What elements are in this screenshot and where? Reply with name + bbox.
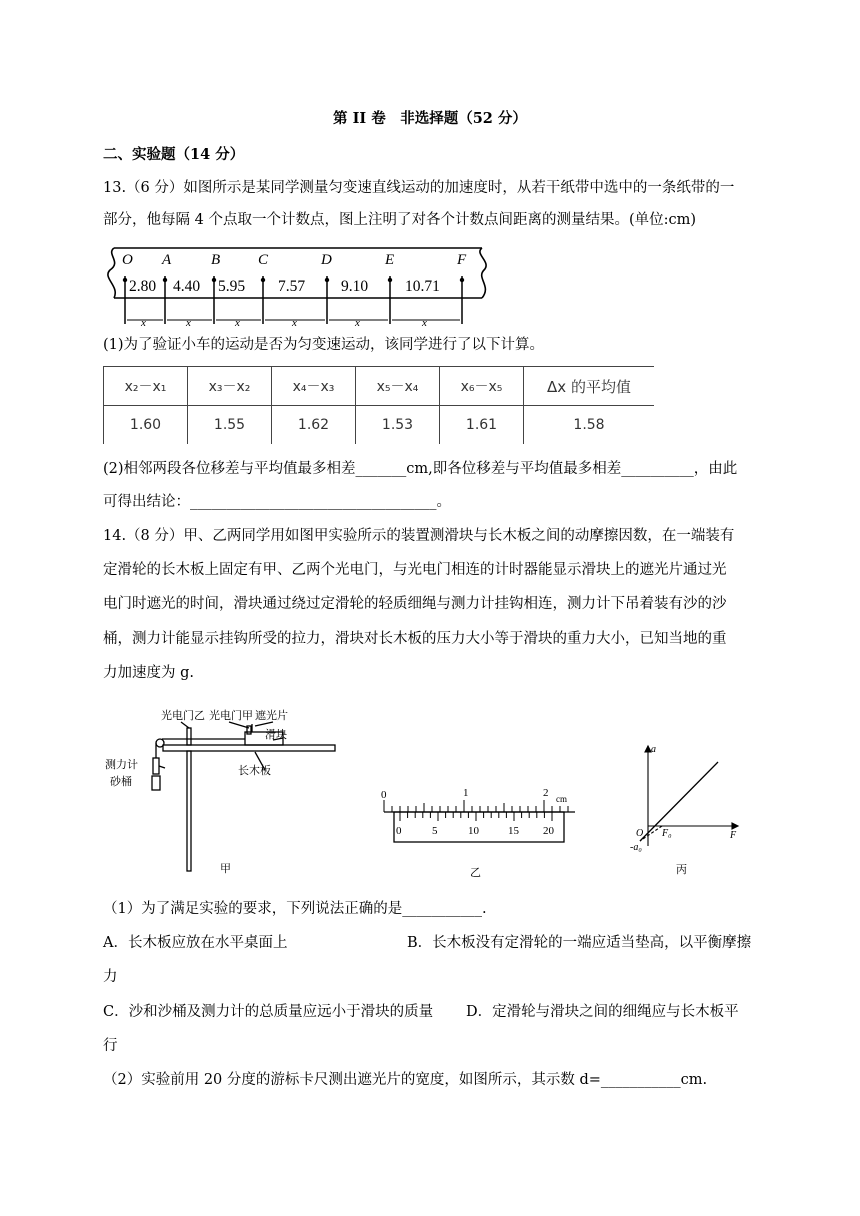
q14-option-d: D．定滑轮与滑块之间的细绳应与长木板平	[466, 1004, 739, 1020]
q13-sub2-line2: 可得出结论：__________________________________。	[103, 494, 451, 510]
label-shade: 遮光片	[255, 710, 288, 722]
tape-distance-3: 5.95	[218, 278, 246, 295]
tape-point-f: F	[457, 252, 467, 268]
q14-option-b-cont: 力	[103, 969, 118, 985]
tape-point-e: E	[385, 252, 395, 268]
tape-seg-x2: x	[186, 317, 191, 326]
table-header-cell: x₄－x₃	[272, 367, 356, 406]
tape-seg-x5: x	[355, 317, 360, 326]
table-header-cell: x₅－x₄	[356, 367, 440, 406]
tape-distance-2: 4.40	[173, 278, 201, 295]
vernier-label-0: 0	[396, 825, 402, 837]
q13-sub2-line1: (2)相邻两段各位移差与平均值最多相差_______cm,即各位移差与平均值最多相差__________，由此	[103, 461, 738, 477]
label-block: 滑块	[265, 729, 287, 741]
table-header-cell: x₆－x₅	[440, 367, 524, 406]
table-cell: 1.61	[440, 406, 524, 445]
q14-stem-line3: 电门时遮光的时间，滑块通过绕过定滑轮的轻质细绳与测力计挂钩相连，测力计下吊着装有沙的沙	[103, 596, 727, 612]
vernier-label-10: 10	[468, 825, 479, 837]
q14-stem-line1: 14.（8 分）甲、乙两同学用如图甲实验所示的装置测滑块与长木板之间的动摩擦因数，在一端装有	[103, 528, 735, 544]
tape-distance-1: 2.80	[129, 278, 157, 295]
graph-x-label: F	[730, 830, 737, 841]
table-header-cell: x₂－x₁	[104, 367, 188, 406]
q13-stem-line1: 13.（6 分）如图所示是某同学测量匀变速直线运动的加速度时，从若干纸带中选中的一条纸带的一	[103, 180, 735, 196]
q14-stem-line4: 桶，测力计能显示挂钩所受的拉力，滑块对长木板的压力大小等于滑块的重力大小，已知当地的重	[103, 631, 727, 647]
fig-bing-caption: 丙	[676, 864, 687, 876]
graph-a0-label: -a₀	[630, 842, 642, 853]
tape-seg-x3: x	[235, 317, 240, 326]
table-row	[104, 406, 655, 445]
apparatus-figure-jia	[105, 700, 345, 880]
label-board: 长木板	[238, 765, 271, 777]
table-header-cell: Δx 的平均值	[524, 367, 655, 406]
tape-point-b: B	[211, 252, 221, 268]
main-scale-unit: cm	[556, 794, 567, 804]
table-cell: 1.60	[104, 406, 188, 445]
main-scale-label-0: 0	[381, 789, 387, 801]
q13-stem-line2: 部分，他每隔 4 个点取一个计数点，图上注明了对各个计数点间距离的测量结果。(单位:cm)	[103, 212, 697, 228]
fig-jia-caption: 甲	[220, 863, 231, 875]
table-header-cell: x₃－x₂	[188, 367, 272, 406]
vernier-label-15: 15	[508, 825, 519, 837]
main-scale-label-1: 1	[463, 787, 469, 799]
fig-yi-caption: 乙	[470, 867, 481, 879]
tape-seg-x4: x	[292, 317, 297, 326]
tape-distance-5: 9.10	[341, 278, 369, 295]
tape-seg-x1: x	[141, 317, 146, 326]
section-title: 第 II 卷 非选择题（52 分）	[333, 110, 527, 127]
q14-option-b: B．长木板没有定滑轮的一端应适当垫高，以平衡摩擦	[407, 935, 752, 951]
main-scale-label-2: 2	[543, 787, 549, 799]
tape-point-d: D	[321, 252, 332, 268]
table-cell: 1.58	[524, 406, 655, 445]
q14-option-a: A．长木板应放在水平桌面上	[103, 935, 288, 951]
graph-f0-label: F₀	[662, 828, 672, 839]
q14-option-c: C．沙和沙桶及测力计的总质量应远小于滑块的质量	[103, 1004, 434, 1020]
label-meter: 测力计	[105, 759, 138, 771]
table-cell: 1.55	[188, 406, 272, 445]
table-cell: 1.62	[272, 406, 356, 445]
q13-sub1: (1)为了验证小车的运动是否为匀变速运动，该同学进行了以下计算。	[103, 337, 545, 353]
table-header-row	[104, 367, 655, 406]
tape-point-c: C	[258, 252, 269, 268]
label-gate-yi: 光电门乙	[161, 710, 205, 722]
table-cell: 1.53	[356, 406, 440, 445]
q14-stem-line5: 力加速度为 g.	[103, 665, 194, 681]
vernier-caliper-figure-yi	[375, 782, 585, 882]
tape-distance-6: 10.71	[405, 278, 440, 295]
a-f-graph-figure-bing	[620, 738, 750, 880]
tape-seg-x6: x	[422, 317, 427, 326]
vernier-label-5: 5	[432, 825, 438, 837]
tape-point-o: O	[122, 252, 133, 268]
vernier-label-20: 20	[543, 825, 554, 837]
q14-sub2: （2）实验前用 20 分度的游标卡尺测出遮光片的宽度，如图所示，其示数 d=___________cm.	[103, 1072, 708, 1088]
tape-point-a: A	[162, 252, 172, 268]
graph-y-label: a	[651, 744, 656, 755]
graph-origin-label: O	[636, 828, 644, 839]
difference-table	[103, 366, 654, 444]
label-bucket: 砂桶	[110, 776, 132, 788]
q14-sub1: （1）为了满足实验的要求，下列说法正确的是___________.	[103, 901, 487, 917]
paper-tape-figure	[100, 240, 495, 326]
tape-distance-4: 7.57	[278, 278, 306, 295]
label-gate-jia: 光电门甲	[209, 710, 253, 722]
q14-stem-line2: 定滑轮的长木板上固定有甲、乙两个光电门，与光电门相连的计时器能显示滑块上的遮光片通过光	[103, 562, 727, 578]
part-heading: 二、实验题（14 分）	[103, 146, 245, 163]
q14-option-d-cont: 行	[103, 1038, 118, 1054]
